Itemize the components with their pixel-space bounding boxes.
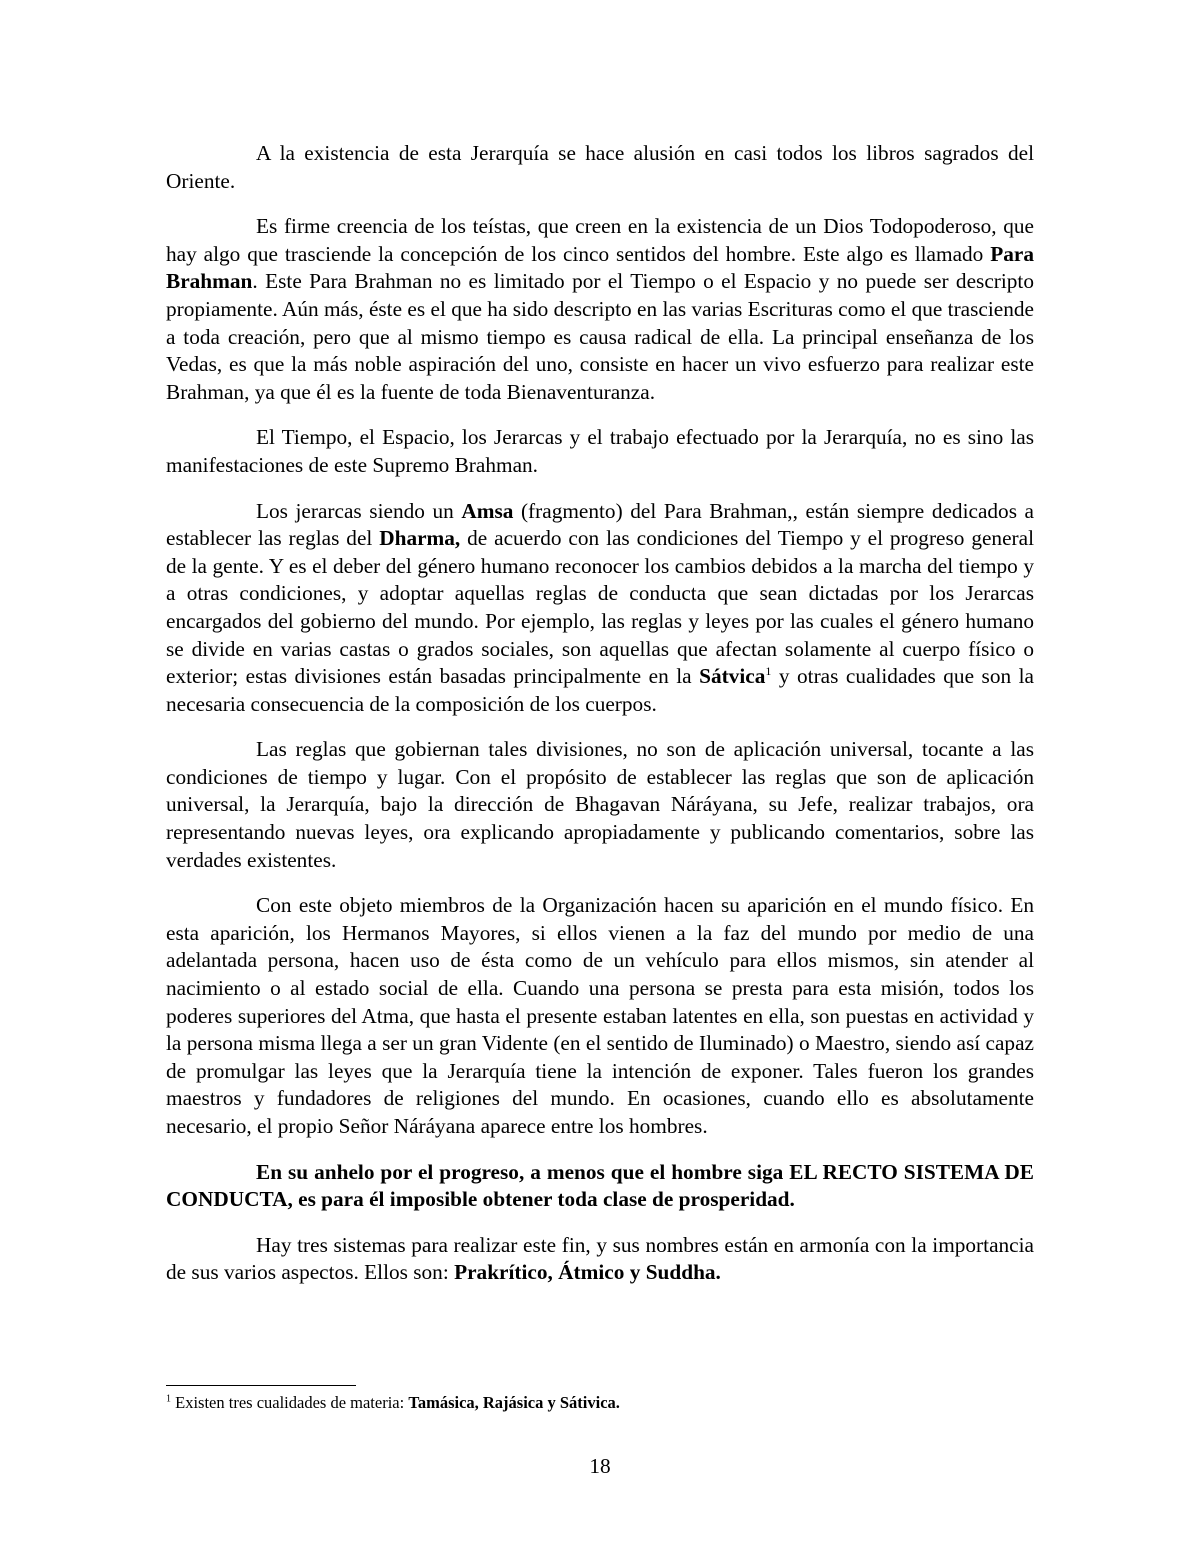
paragraph bbox=[166, 424, 1034, 479]
paragraph bbox=[166, 892, 1034, 1140]
paragraph bbox=[166, 213, 1034, 406]
footnote-bold-text: Tamásica, Rajásica y Sátivica. bbox=[408, 1393, 620, 1412]
footnote-separator bbox=[166, 1385, 356, 1386]
text-run: de acuerdo con las condiciones del Tiempo y el progreso general de la gente. Y es el deber del género humano reconocer los cambios debidos a la marcha del tiempo y a otras condiciones, y adoptar aquellas reglas de conducta que sean dictadas por los Jerarcas encargados del gobierno del mundo. Por ejemplo, las reglas y leyes por las cuales el género humano se divide en varias castas o grados sociales, son aquellas que afectan solamente al cuerpo físico o exterior; estas divisiones están basadas principalmente en la bbox=[166, 526, 1034, 689]
footnote-reference: 1 bbox=[765, 664, 772, 678]
text-run: y otras cualidades que son la necesaria consecuencia de la composición de los cuerpos. bbox=[166, 664, 1034, 716]
text-run: Las reglas que gobiernan tales divisiones, no son de aplicación universal, tocante a las condiciones de tiempo y lugar. Con el propósito de establecer las reglas que son de aplicación universal, la Jerarquía, bajo la dirección de Bhagavan Náráyana, su Jefe, realizar trabajos, ora representando nuevas leyes, ora explicando apropiadamente y publicando comentarios, sobre las verdades existentes. bbox=[166, 737, 1034, 872]
paragraph bbox=[166, 498, 1034, 719]
paragraph bbox=[166, 1232, 1034, 1287]
paragraph bbox=[166, 1159, 1034, 1214]
text-run: (fragmento) del Para Brahman,, están siempre dedicados a establecer las reglas del bbox=[166, 498, 1034, 551]
text-run: Hay tres sistemas para realizar este fin, y sus nombres están en armonía con la importancia de sus varios aspectos. Ellos son: bbox=[166, 1232, 1034, 1285]
text-run: Es firme creencia de los teístas, que creen en la existencia de un Dios Todopoderoso, que hay algo que trasciende la concepción de los cinco sentidos del hombre. Este algo es llamado bbox=[166, 214, 1034, 266]
page-number: 18 bbox=[589, 1454, 611, 1478]
footnote-marker: 1 bbox=[166, 1393, 171, 1405]
footnote bbox=[166, 1393, 1034, 1413]
text-run: . Este Para Brahman no es limitado por el Tiempo o el Espacio y no puede ser descripto propiamente. Aún más, éste es el que ha sido descripto en las varias Escrituras como el que trasciende a toda creación, pero que al mismo tiempo es causa radical de ella. La principal enseñanza de los Vedas, es que la más noble aspiración del uno, consiste en hacer un vivo esfuerzo para realizar este Brahman, ya que él es la fuente de toda Bienaventuranza. bbox=[166, 269, 1034, 404]
text-run: Los jerarcas siendo un bbox=[256, 498, 462, 523]
body-text bbox=[166, 140, 1034, 1305]
paragraph bbox=[166, 736, 1034, 874]
bold-term: Dharma, bbox=[379, 526, 461, 551]
text-run: El Tiempo, el Espacio, los Jerarcas y el trabajo efectuado por la Jerarquía, no es sino las manifestaciones de este Supremo Brahman. bbox=[166, 425, 1034, 477]
bold-term: Prakrítico, Átmico y Suddha. bbox=[454, 1260, 721, 1285]
bold-term: Sátvica bbox=[699, 664, 766, 689]
paragraph bbox=[166, 140, 1034, 195]
text-run: A la existencia de esta Jerarquía se hace alusión en casi todos los libros sagrados del Oriente. bbox=[166, 141, 1034, 193]
bold-term: Amsa bbox=[461, 498, 514, 523]
text-run: En su anhelo por el progreso, a menos que el hombre siga EL RECTO SISTEMA DE CONDUCTA, es para él imposible obtener toda clase de prosperidad. bbox=[166, 1159, 1034, 1212]
text-run: Con este objeto miembros de la Organización hacen su aparición en el mundo físico. En esta aparición, los Hermanos Mayores, si ellos vienen a la faz del mundo por medio de una adelantada persona, hacen uso de ésta como de un vehículo para ellos mismos, sin atender al nacimiento o al estado social de ella. Cuando una persona se presta para esta misión, todos los poderes superiores del Atma, que hasta el presente estaban latentes en ella, son puestas en actividad y la persona misma llega a ser un gran Vidente (en el sentido de Iluminado) o Maestro, siendo así capaz de promulgar las leyes que la Jerarquía tiene la intención de exponer. Tales fueron los grandes maestros y fundadores de religiones del mundo. En ocasiones, cuando ello es absolutamente necesario, el propio Señor Náráyana aparece entre los hombres. bbox=[166, 893, 1034, 1138]
bold-term: Para Brahman bbox=[166, 241, 1034, 294]
footnote-text: Existen tres cualidades de materia: bbox=[171, 1393, 409, 1412]
